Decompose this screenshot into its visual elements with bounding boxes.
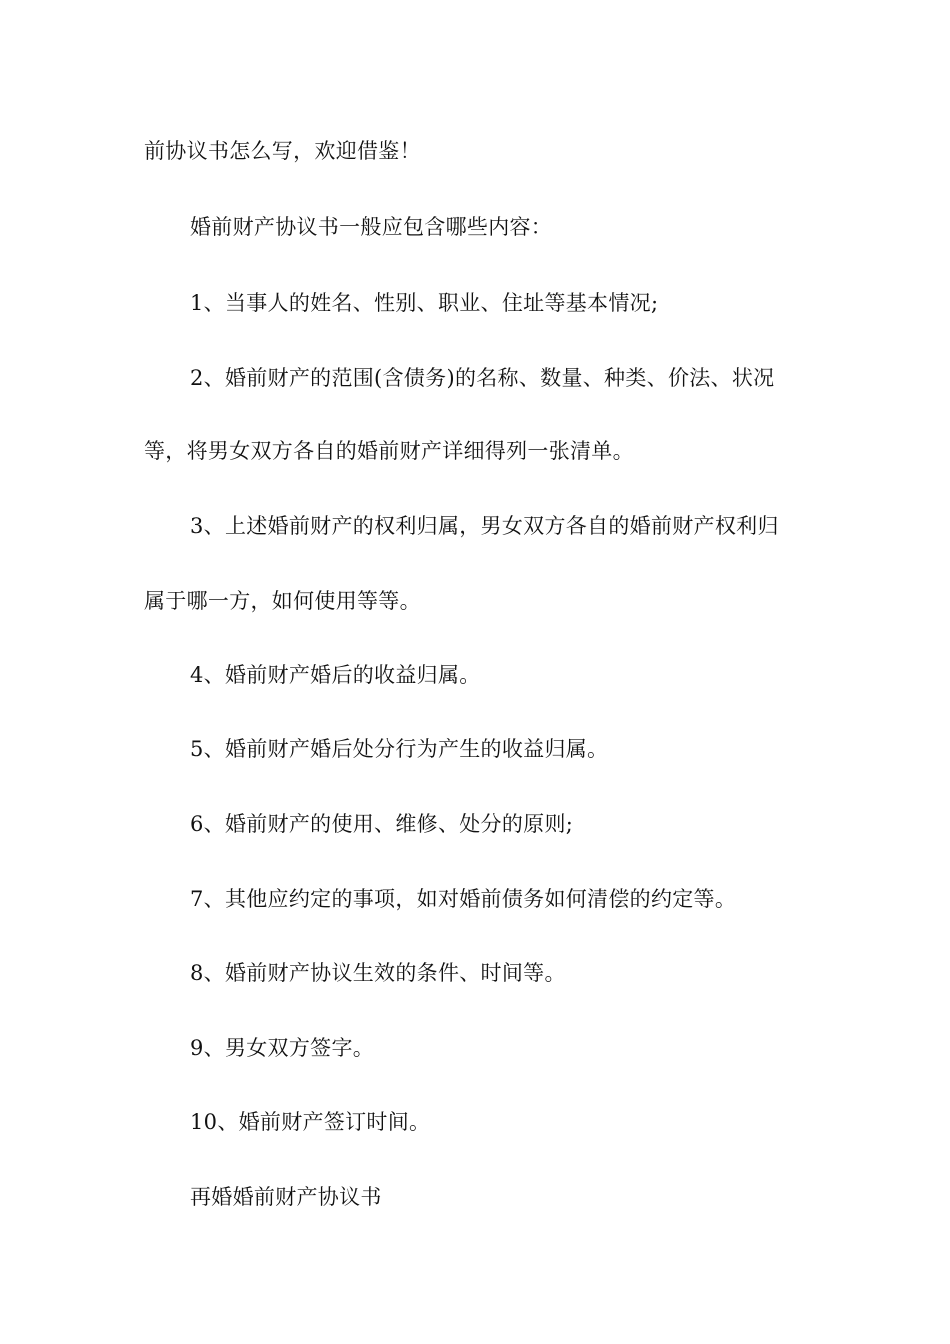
list-item-10: 10、婚前财产签订时间。 bbox=[190, 1110, 431, 1134]
list-item-3: 3、上述婚前财产的权利归属，男女双方各自的婚前财产权利归 bbox=[190, 514, 779, 538]
list-item-5: 5、婚前财产婚后处分行为产生的收益归属。 bbox=[190, 737, 609, 761]
section-title: 再婚婚前财产协议书 bbox=[190, 1185, 382, 1209]
list-item-4: 4、婚前财产婚后的收益归属。 bbox=[190, 663, 481, 687]
list-item-8: 8、婚前财产协议生效的条件、时间等。 bbox=[190, 961, 566, 985]
list-item-7: 7、其他应约定的事项，如对婚前债务如何清偿的约定等。 bbox=[190, 887, 737, 911]
list-item-2-continued: 等，将男女双方各自的婚前财产详细得列一张清单。 bbox=[144, 439, 634, 463]
list-item-1: 1、当事人的姓名、性别、职业、住址等基本情况; bbox=[190, 291, 659, 315]
text-line-heading: 婚前财产协议书一般应包含哪些内容： bbox=[190, 215, 553, 239]
list-item-3-continued: 属于哪一方，如何使用等等。 bbox=[144, 589, 421, 613]
list-item-6: 6、婚前财产的使用、维修、处分的原则; bbox=[190, 812, 574, 836]
list-item-2: 2、婚前财产的范围(含债务)的名称、数量、种类、价法、状况 bbox=[190, 366, 775, 390]
text-line-intro-end: 前协议书怎么写，欢迎借鉴！ bbox=[144, 139, 421, 163]
list-item-9: 9、男女双方签字。 bbox=[190, 1036, 375, 1060]
